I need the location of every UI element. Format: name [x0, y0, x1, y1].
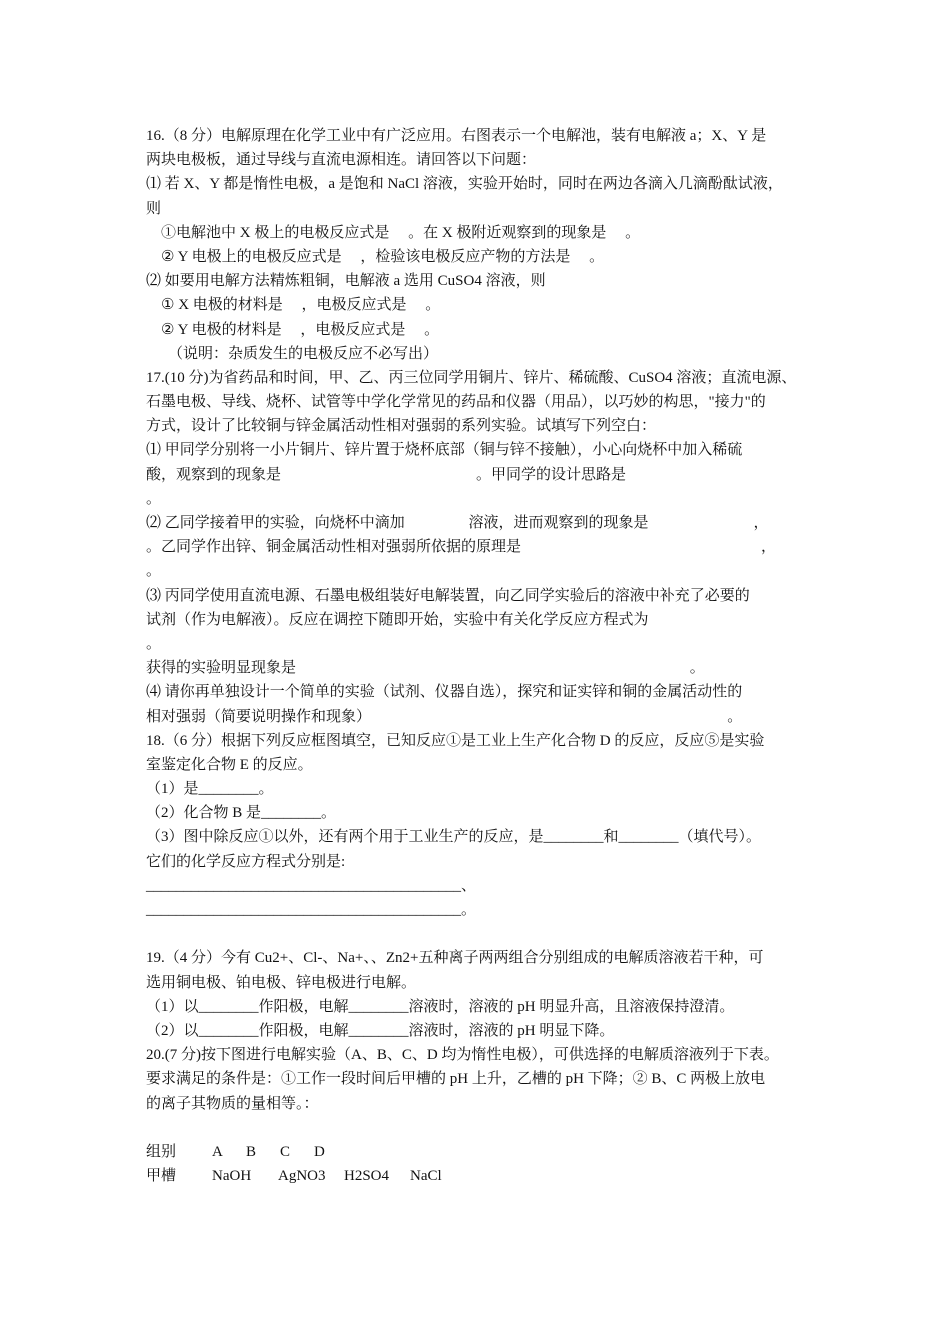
text-line: 。 [146, 490, 162, 507]
text-line: 19.（4 分）今有 Cu2+、Cl-、Na+、、Zn2+五种离子两两组合分别组成的电解质溶液若干种，可 [146, 950, 764, 967]
text-line: ⑵ 乙同学接着甲的实验，向烧杯中滴加 溶液，进而观察到的现象是 ， [146, 515, 769, 531]
question-20 [146, 1043, 810, 1116]
text-line: 的离子其物质的量相等。： [146, 1095, 319, 1112]
text-line: 获得的实验明显现象是 。 [146, 660, 705, 677]
text-line: （1）是________。 [146, 781, 274, 798]
document-page [146, 124, 810, 1188]
text-line: ① X 电极的材料是 ，电极反应式是 。 [161, 297, 441, 314]
electrolyte-table [146, 1140, 810, 1188]
spacer [146, 1116, 810, 1140]
text-line: （2）以________作阳极，电解________溶液时，溶液的 pH 明显下降。 [146, 1022, 615, 1039]
text-line: （1）以________作阳极，电解________溶液时，溶液的 pH 明显升高，且溶液保持澄清。 [146, 998, 735, 1015]
table-cell: AgNO3 [278, 1168, 326, 1185]
text-line: 试剂（作为电解液）。反应在调控下随即开始，实验中有关化学反应方程式为 [146, 611, 649, 628]
table-cell: 甲槽 [146, 1168, 177, 1185]
question-17 [146, 366, 810, 729]
text-line: 它们的化学反应方程式分别是: [146, 853, 346, 870]
text-line: 则 [146, 200, 162, 217]
table-cell: NaCl [410, 1168, 442, 1185]
table-cell: C [280, 1143, 291, 1160]
table-cell: NaOH [212, 1168, 252, 1185]
text-line: 20.(7 分)按下图进行电解实验（A、B、C、D 均为惰性电极），可供选择的电解质溶液列于下表。 [146, 1047, 779, 1064]
text-line: ⑴ 若 X、Y 都是惰性电极，a 是饱和 NaCl 溶液，实验开始时，同时在两边各滴入几滴酚酞试液， [146, 176, 783, 193]
table-cell: B [246, 1143, 257, 1160]
text-line: ⑶ 丙同学使用直流电源、石墨电极组装好电解装置，向乙同学实验后的溶液中补充了必要的 [146, 587, 750, 604]
text-line: 要求满足的条件是：①工作一段时间后甲槽的 pH 上升，乙槽的 pH 下降；② B、C 两极上放电 [146, 1071, 766, 1088]
text-line: 18.（6 分）根据下列反应框图填空，已知反应①是工业上生产化合物 D 的反应，反应⑤是实验 [146, 732, 765, 749]
text-line: 选用铜电极、铂电极、锌电极进行电解。 [146, 974, 417, 991]
text-line: （说明：杂质发生的电极反应不必写出） [168, 345, 439, 362]
text-line: 两块电极板，通过导线与直流电源相连。请回答以下问题： [146, 152, 537, 169]
answer-blank-line: __________________________________________、 [146, 877, 477, 894]
text-line: （3）图中除反应①以外，还有两个用于工业生产的反应，是________和________（填代号）。 [146, 829, 762, 846]
text-line: 。乙同学作出锌、铜金属活动性相对强弱所依据的原理是 ， [146, 539, 777, 556]
question-19 [146, 946, 810, 1043]
table-cell: A [212, 1143, 223, 1160]
table-header-row [146, 1140, 810, 1164]
text-line: 。 [146, 635, 162, 652]
question-18 [146, 729, 810, 923]
text-line: （2）化合物 B 是________。 [146, 805, 337, 822]
question-16 [146, 124, 810, 366]
text-line: 酸，观察到的现象是 。甲同学的设计思路是 [146, 466, 627, 483]
text-line: 。 [146, 563, 162, 580]
text-line: 方式，设计了比较铜与锌金属活动性相对强弱的系列实验。试填写下列空白： [146, 418, 657, 435]
table-cell: 组别 [146, 1143, 177, 1160]
table-row [146, 1164, 810, 1188]
text-line: ①电解池中 X 极上的电极反应式是 。在 X 极附近观察到的现象是 。 [161, 224, 641, 241]
spacer [146, 922, 810, 946]
text-line: ② Y 电极上的电极反应式是 ，检验该电极反应产物的方法是 。 [161, 248, 605, 265]
text-line: ② Y 电极的材料是 ，电极反应式是 。 [161, 321, 440, 338]
answer-blank-line: __________________________________________。 [146, 902, 477, 918]
text-line: ⑵ 如要用电解方法精炼粗铜，电解液 a 选用 CuSO4 溶液，则 [146, 273, 546, 290]
text-line: 石墨电极、导线、烧杯、试管等中学化学常见的药品和仪器（用品），以巧妙的构思，"接力"的 [146, 394, 766, 411]
table-cell: D [314, 1143, 325, 1160]
text-line: ⑷ 请你再单独设计一个简单的实验（试剂、仪器自选），探究和证实锌和铜的金属活动性的 [146, 684, 743, 701]
text-line: 16.（8 分）电解原理在化学工业中有广泛应用。右图表示一个电解池，装有电解液 a；X、Y 是 [146, 128, 767, 144]
text-line: ⑴ 甲同学分别将一小片铜片、锌片置于烧杯底部（铜与锌不接触），小心向烧杯中加入稀硫 [146, 442, 743, 459]
text-line: 室鉴定化合物 E 的反应。 [146, 756, 313, 773]
table-cell: H2SO4 [344, 1168, 390, 1185]
text-line: 相对强弱（简要说明操作和现象） 。 [146, 708, 743, 725]
text-line: 17.(10 分)为省药品和时间，甲、乙、丙三位同学用铜片、锌片、稀硫酸、CuSO4 溶液；直流电源、 [146, 369, 797, 386]
